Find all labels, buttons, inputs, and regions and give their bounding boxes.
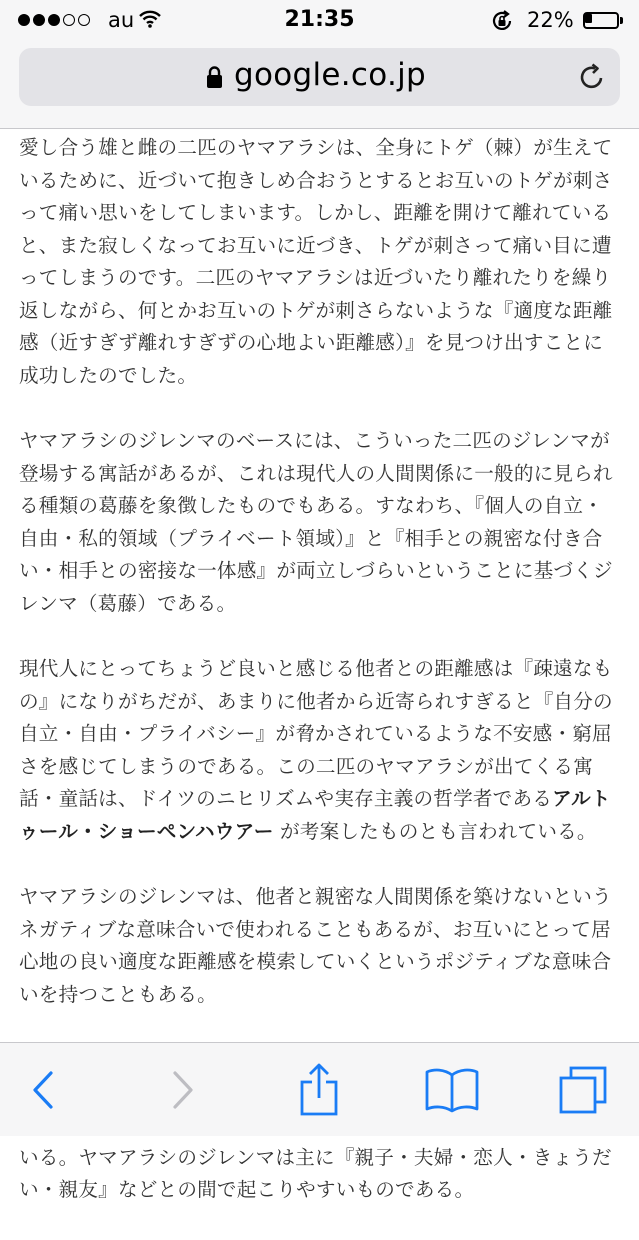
bookmarks-icon [424,1067,480,1113]
paragraph-1: 愛し合う雄と雌の二匹のヤマアラシは、全身にトゲ（棘）が生えているために、近づいて抱きしめ合おうとするとお互いのトゲが刺さって痛い思いをしてしまいます。しかし、距離を開けて離れていると、また寂しくなってお互いに近づき、トゲが刺さって痛い目に遭ってしまうのです。二匹のヤマアラシは近づいたり離れたりを繰り返しながら、何とかお互いのトゲが刺さらないような『適度な距離感（近すぎず離れすぎずの心地よい距離感）』を見つけ出すことに成功したのでした。 [19,136,613,387]
browser-chrome [0,0,639,129]
rotation-lock-icon [490,9,514,33]
url-text[interactable]: google.co.jp [234,57,427,93]
tabs-icon [558,1065,608,1115]
address-bar[interactable] [19,48,620,106]
forward-icon [171,1070,195,1110]
share-icon [299,1062,339,1118]
status-bar [0,0,639,40]
reload-icon[interactable] [578,63,606,91]
battery-level [585,14,592,23]
clock: 21:35 [284,7,355,32]
tabs-button[interactable] [550,1043,616,1136]
back-icon [31,1070,55,1110]
back-button[interactable] [12,1043,74,1136]
battery-tip [620,17,623,24]
battery-percentage: 22% [527,8,574,32]
lock-icon [206,65,223,89]
carrier-name: au [108,8,135,32]
paragraph-3: 現代人にとってちょうど良いと感じる他者との距離感は『疎遠なもの』になりがちだが、あまりに他者から近寄られすぎると『自分の自立・自由・プライバシー』が脅かされているような不安感・窮屈さを感じてしまうのである。この二匹のヤマアラシが出てくる寓話・童話は、ドイツのニヒリズムや実存主義の哲学者であるアルトゥール・ショーペンハウアー が考案したものとも言われている。 [19,657,613,843]
share-button[interactable] [288,1043,350,1136]
forward-button[interactable] [152,1043,214,1136]
author-name-bold: アルトゥール・ショーペンハウアー [19,787,611,843]
paragraph-2: ヤマアラシのジレンマのベースには、こういった二匹のジレンマが登場する寓話があるが、これは現代人の人間関係に一般的に見られる種類の葛藤を象徴したものでもある。すなわち、『個人の自立・自由・私的領域（プライベート領域）』と『相手との親密な付き合い・相手との密接な一体感』が両立しづらいということに基づくジレンマ（葛藤）である。 [19,429,613,615]
bookmarks-button[interactable] [419,1043,485,1136]
page-content[interactable] [0,129,639,1201]
paragraph-5: いる。ヤマアラシのジレンマは主に『親子・夫婦・恋人・きょうだい・親友』などとの間で起こりやすいものである。 [19,1145,612,1201]
bottom-toolbar [0,1042,639,1136]
paragraph-4: ヤマアラシのジレンマは、他者と親密な人間関係を築けないというネガティブな意味合いで使われることもあるが、お互いにとって居心地の良い適度な距離感を模索していくというポジティブな意味合いを持つこともある。 [19,885,612,1006]
